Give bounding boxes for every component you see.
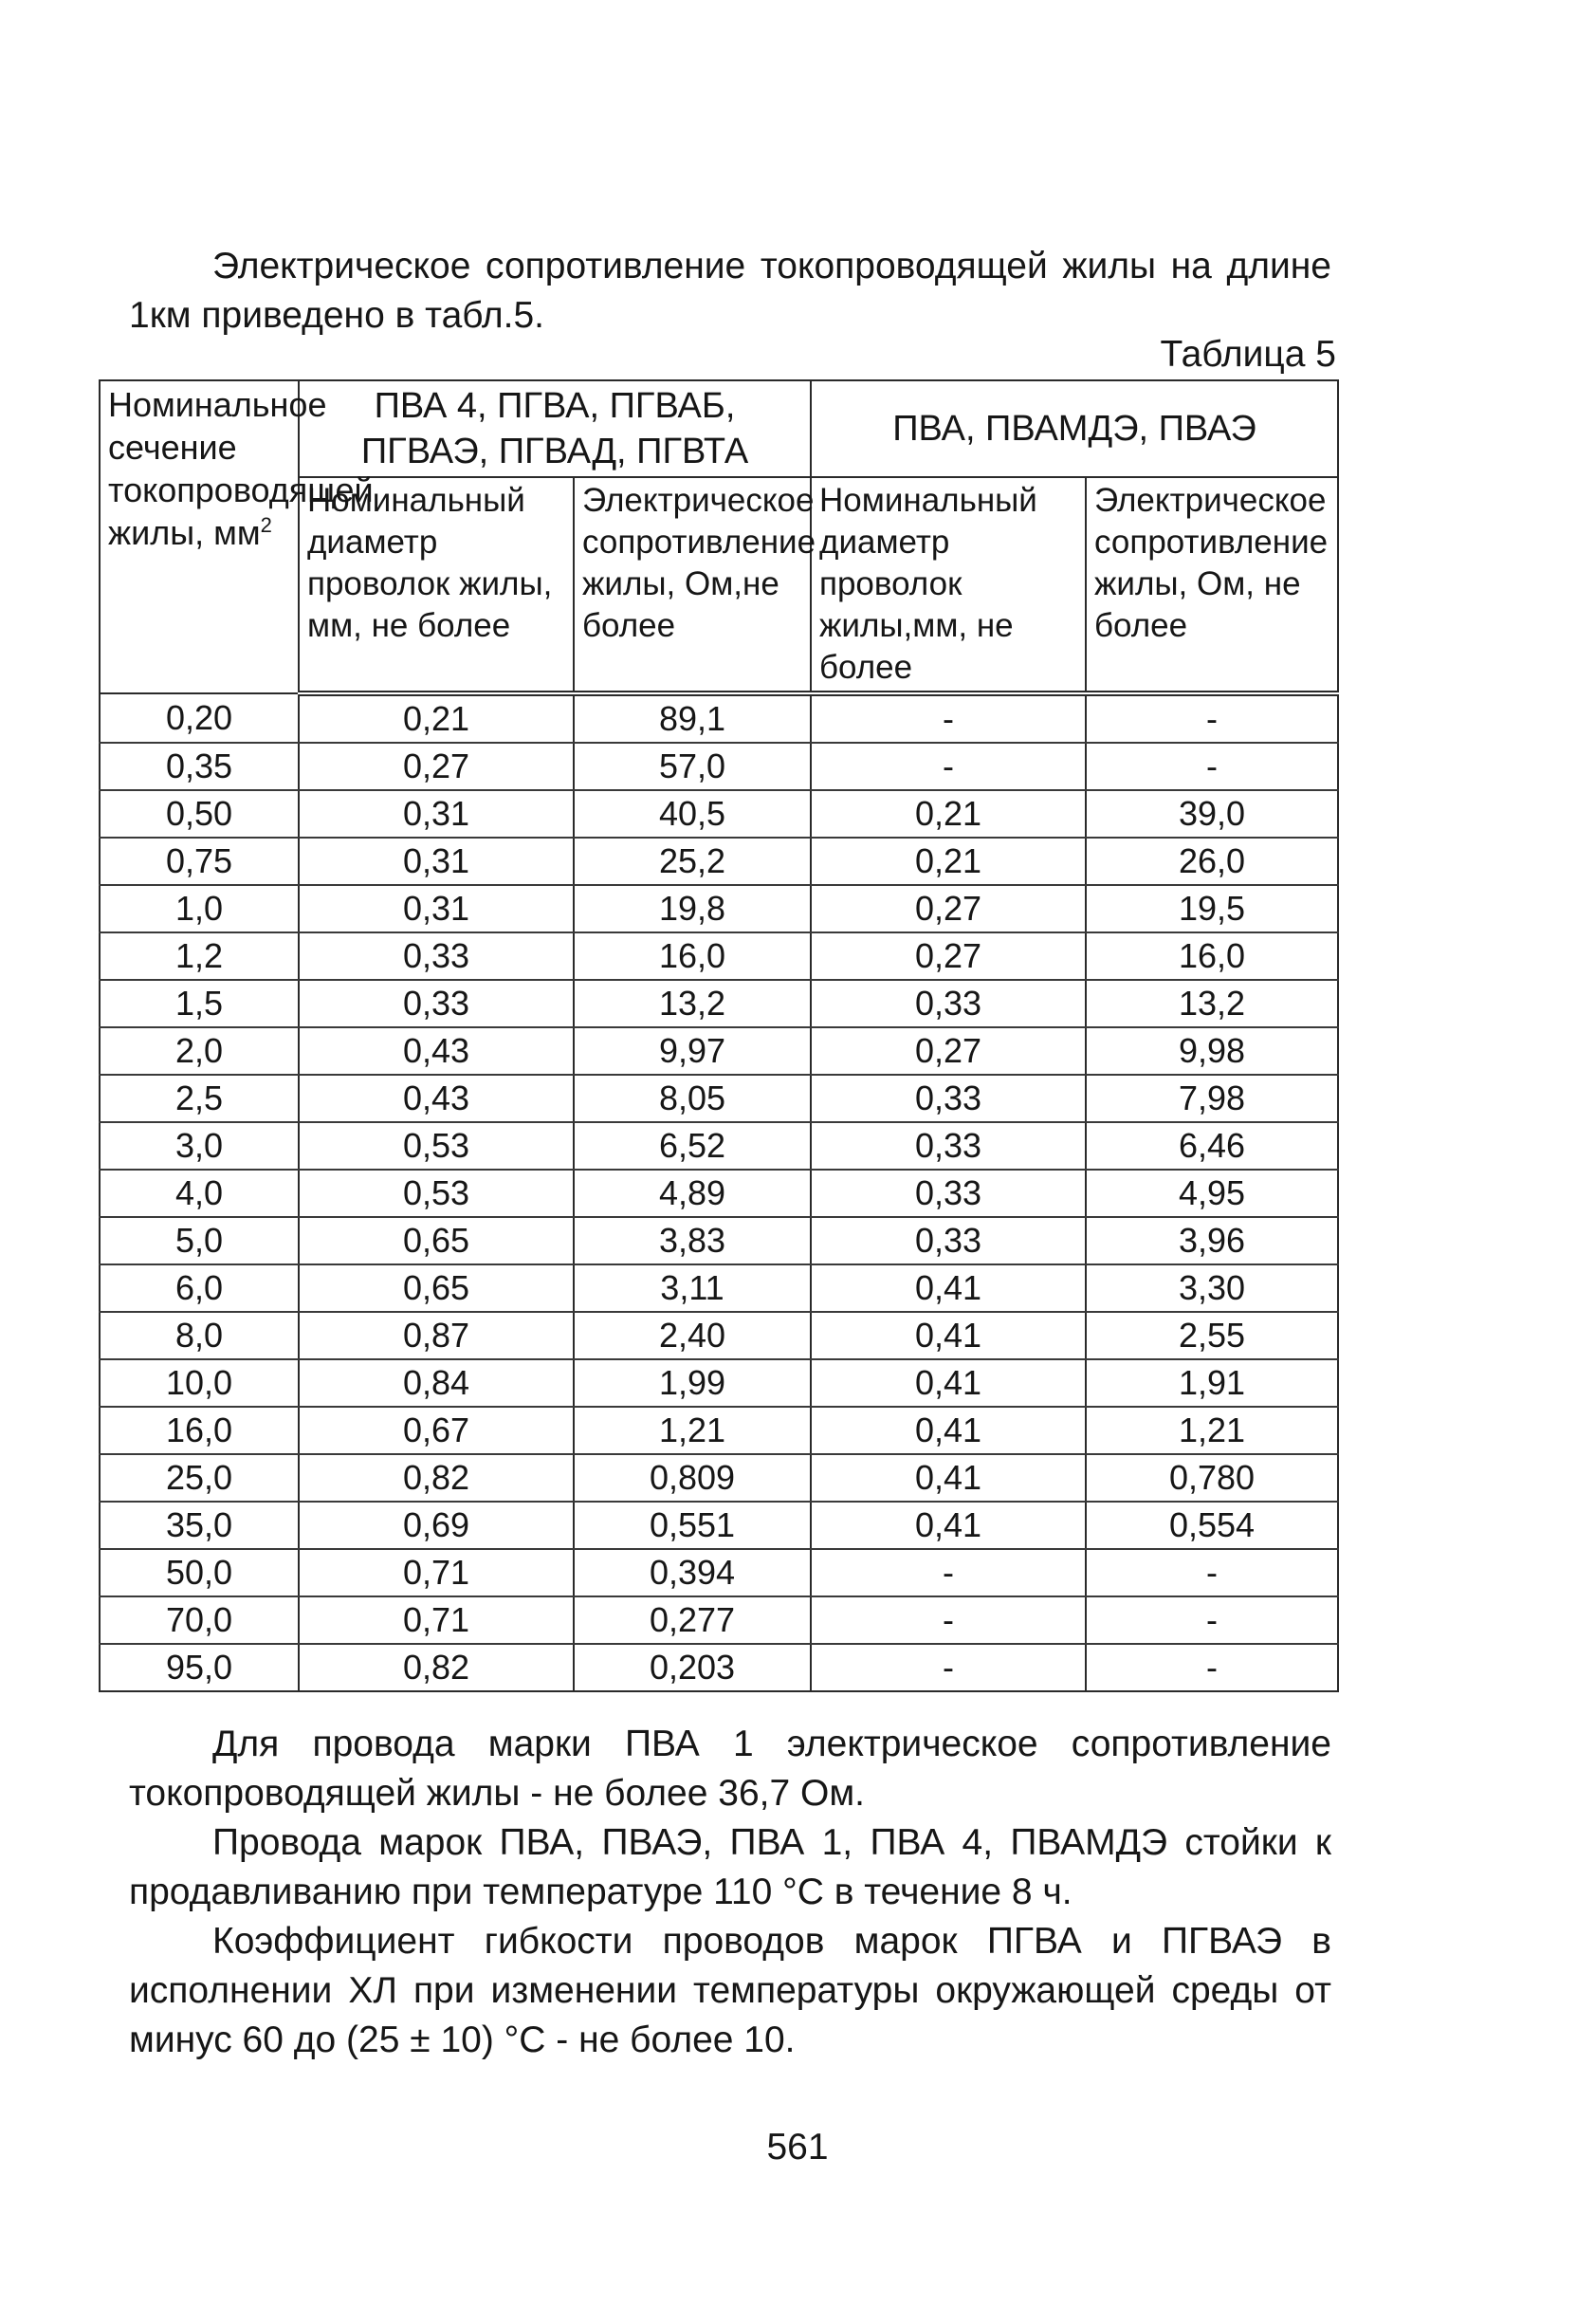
table-cell: 0,43 [299,1075,574,1122]
paragraph-flexibility: Коэффициент гибкости проводов марок ПГВА и ПГВАЭ в исполнении ХЛ при изменении температуры окружающей среды от минус 60 до (25 ± 10) °С - не более 10. [129,1921,1331,2060]
table-cell: 0,21 [811,790,1086,838]
table-row [100,1596,1338,1644]
table-row [100,1170,1338,1217]
table-cell: 4,89 [574,1170,811,1217]
resistance-table [99,379,1339,1692]
table-cell: 0,394 [574,1549,811,1596]
table-cell: 0,33 [811,980,1086,1027]
table-cell: 0,41 [811,1359,1086,1407]
table-cell: 0,809 [574,1454,811,1502]
table-cell: 6,46 [1086,1122,1338,1170]
table-cell: 0,53 [299,1122,574,1170]
table-cell: 0,41 [811,1264,1086,1312]
table-row [100,980,1338,1027]
table-row [100,1359,1338,1407]
table-cell: 0,33 [811,1122,1086,1170]
table-cell: 2,5 [100,1075,299,1122]
table-cell: 7,98 [1086,1075,1338,1122]
table-cell: 0,50 [100,790,299,838]
table-cell: 57,0 [574,743,811,790]
table-cell: 9,97 [574,1027,811,1075]
paragraph-pva1: Для провода марки ПВА 1 электрическое сопротивление токопроводящей жилы - не более 36,7 Ом. [129,1724,1331,1814]
table-cell: 3,0 [100,1122,299,1170]
table-cell: 1,21 [574,1407,811,1454]
table-cell: 0,75 [100,838,299,885]
table-cell: 0,82 [299,1454,574,1502]
table-cell: 0,277 [574,1596,811,1644]
table-row [100,1407,1338,1454]
table-cell: 40,5 [574,790,811,838]
page-number: 561 [766,2127,829,2167]
table-cell: 1,21 [1086,1407,1338,1454]
table-row [100,1217,1338,1264]
table-row [100,693,1338,743]
table-row [100,1549,1338,1596]
table-cell: 0,71 [299,1549,574,1596]
table-cell: 0,84 [299,1359,574,1407]
table-cell: 25,2 [574,838,811,885]
table-cell: 0,21 [811,838,1086,885]
table-body [100,693,1338,1691]
table-cell: 1,99 [574,1359,811,1407]
table-cell: 0,31 [299,790,574,838]
table-cell: 50,0 [100,1549,299,1596]
table-cell: 0,27 [811,885,1086,932]
table-cell: 9,98 [1086,1027,1338,1075]
table-cell: 6,52 [574,1122,811,1170]
table-row [100,885,1338,932]
table-cell: 4,0 [100,1170,299,1217]
table-cell: 1,91 [1086,1359,1338,1407]
table-caption: Таблица 5 [1160,334,1336,375]
table-cell: 0,27 [811,1027,1086,1075]
table-cell: 0,31 [299,838,574,885]
table-row [100,1312,1338,1359]
table-cell: 0,41 [811,1407,1086,1454]
table-cell: 0,551 [574,1502,811,1549]
table-cell: 16,0 [574,932,811,980]
table-cell: - [1086,743,1338,790]
table-cell: 0,41 [811,1502,1086,1549]
table-row [100,1502,1338,1549]
table-cell: 0,82 [299,1644,574,1691]
table-cell: 3,11 [574,1264,811,1312]
table-cell: - [811,1549,1086,1596]
table-cell: 0,87 [299,1312,574,1359]
table-cell: 0,20 [100,693,299,743]
table-cell: 0,35 [100,743,299,790]
header-resistance-2: Электрическое сопротивление жилы, Ом, не более [1086,477,1338,693]
table-row [100,1027,1338,1075]
table-row [100,1454,1338,1502]
table-cell: 6,0 [100,1264,299,1312]
table-cell: 25,0 [100,1454,299,1502]
table-cell: 95,0 [100,1644,299,1691]
table-cell: 1,5 [100,980,299,1027]
table-cell: 16,0 [100,1407,299,1454]
header-resistance-1: Электрическое сопротивление жилы, Ом,не более [574,477,811,693]
table-cell: 3,30 [1086,1264,1338,1312]
table-cell: 1,2 [100,932,299,980]
table-cell: 0,203 [574,1644,811,1691]
table-row [100,1644,1338,1691]
paragraph-pressure: Провода марок ПВА, ПВАЭ, ПВА 1, ПВА 4, ПВАМДЭ стойки к продавливанию при температуре 110 °С в течение 8 ч. [129,1822,1331,1912]
table-cell: 4,95 [1086,1170,1338,1217]
table-cell: 0,33 [811,1075,1086,1122]
table-cell: 70,0 [100,1596,299,1644]
table-cell: 0,33 [299,980,574,1027]
table-cell: 35,0 [100,1502,299,1549]
header-cross-section: Номинальное сечение токопроводящей жилы, $мм^2$ [100,380,299,693]
intro-paragraph: Электрическое сопротивление токопроводящей жилы на длине 1км приведено в табл.5. [129,246,1331,336]
table-cell: - [1086,1549,1338,1596]
table-cell: 0,71 [299,1596,574,1644]
table-cell: 0,33 [811,1217,1086,1264]
table-cell: 3,96 [1086,1217,1338,1264]
table-cell: 0,67 [299,1407,574,1454]
table-cell: 0,31 [299,885,574,932]
table-cell: 39,0 [1086,790,1338,838]
table-cell: 10,0 [100,1359,299,1407]
table-cell: - [811,1596,1086,1644]
table-row [100,1122,1338,1170]
table-cell: 3,83 [574,1217,811,1264]
table-row [100,932,1338,980]
table-cell: 0,53 [299,1170,574,1217]
header-group-pva: ПВА, ПВАМДЭ, ПВАЭ [811,380,1338,477]
table-row [100,1075,1338,1122]
table-cell: 2,0 [100,1027,299,1075]
table-row [100,1264,1338,1312]
table-cell: 1,0 [100,885,299,932]
table-cell: 0,69 [299,1502,574,1549]
table-cell: 26,0 [1086,838,1338,885]
table-cell: 16,0 [1086,932,1338,980]
table-cell: 0,27 [811,932,1086,980]
table-cell: 0,554 [1086,1502,1338,1549]
table-cell: 0,33 [299,932,574,980]
table-cell: 8,05 [574,1075,811,1122]
table-cell: 89,1 [574,693,811,743]
table-cell: 0,21 [299,693,574,743]
table-row [100,790,1338,838]
table-cell: - [1086,1596,1338,1644]
table-cell: 2,55 [1086,1312,1338,1359]
table-cell: 0,41 [811,1312,1086,1359]
table-cell: 0,41 [811,1454,1086,1502]
table-row [100,838,1338,885]
table-cell: 0,27 [299,743,574,790]
header-diameter-1: Номинальный диаметр проволок жилы, мм, не более [299,477,574,693]
table-cell: 19,8 [574,885,811,932]
header-diameter-2: Номинальный диаметр проволок жилы,мм, не более [811,477,1086,693]
table-cell: 19,5 [1086,885,1338,932]
header-group-pva4: ПВА 4, ПГВА, ПГВАБ, ПГВАЭ, ПГВАД, ПГВТА [299,380,811,477]
table-cell: 5,0 [100,1217,299,1264]
table-cell: - [1086,1644,1338,1691]
table-cell: 8,0 [100,1312,299,1359]
table-cell: - [811,693,1086,743]
table-cell: 0,780 [1086,1454,1338,1502]
table-row [100,743,1338,790]
table-cell: 13,2 [1086,980,1338,1027]
table-cell: - [1086,693,1338,743]
table-cell: 0,43 [299,1027,574,1075]
table-cell: - [811,1644,1086,1691]
table-cell: - [811,743,1086,790]
table-cell: 0,33 [811,1170,1086,1217]
table-cell: 13,2 [574,980,811,1027]
table-cell: 0,65 [299,1217,574,1264]
table-cell: 0,65 [299,1264,574,1312]
table-cell: 2,40 [574,1312,811,1359]
